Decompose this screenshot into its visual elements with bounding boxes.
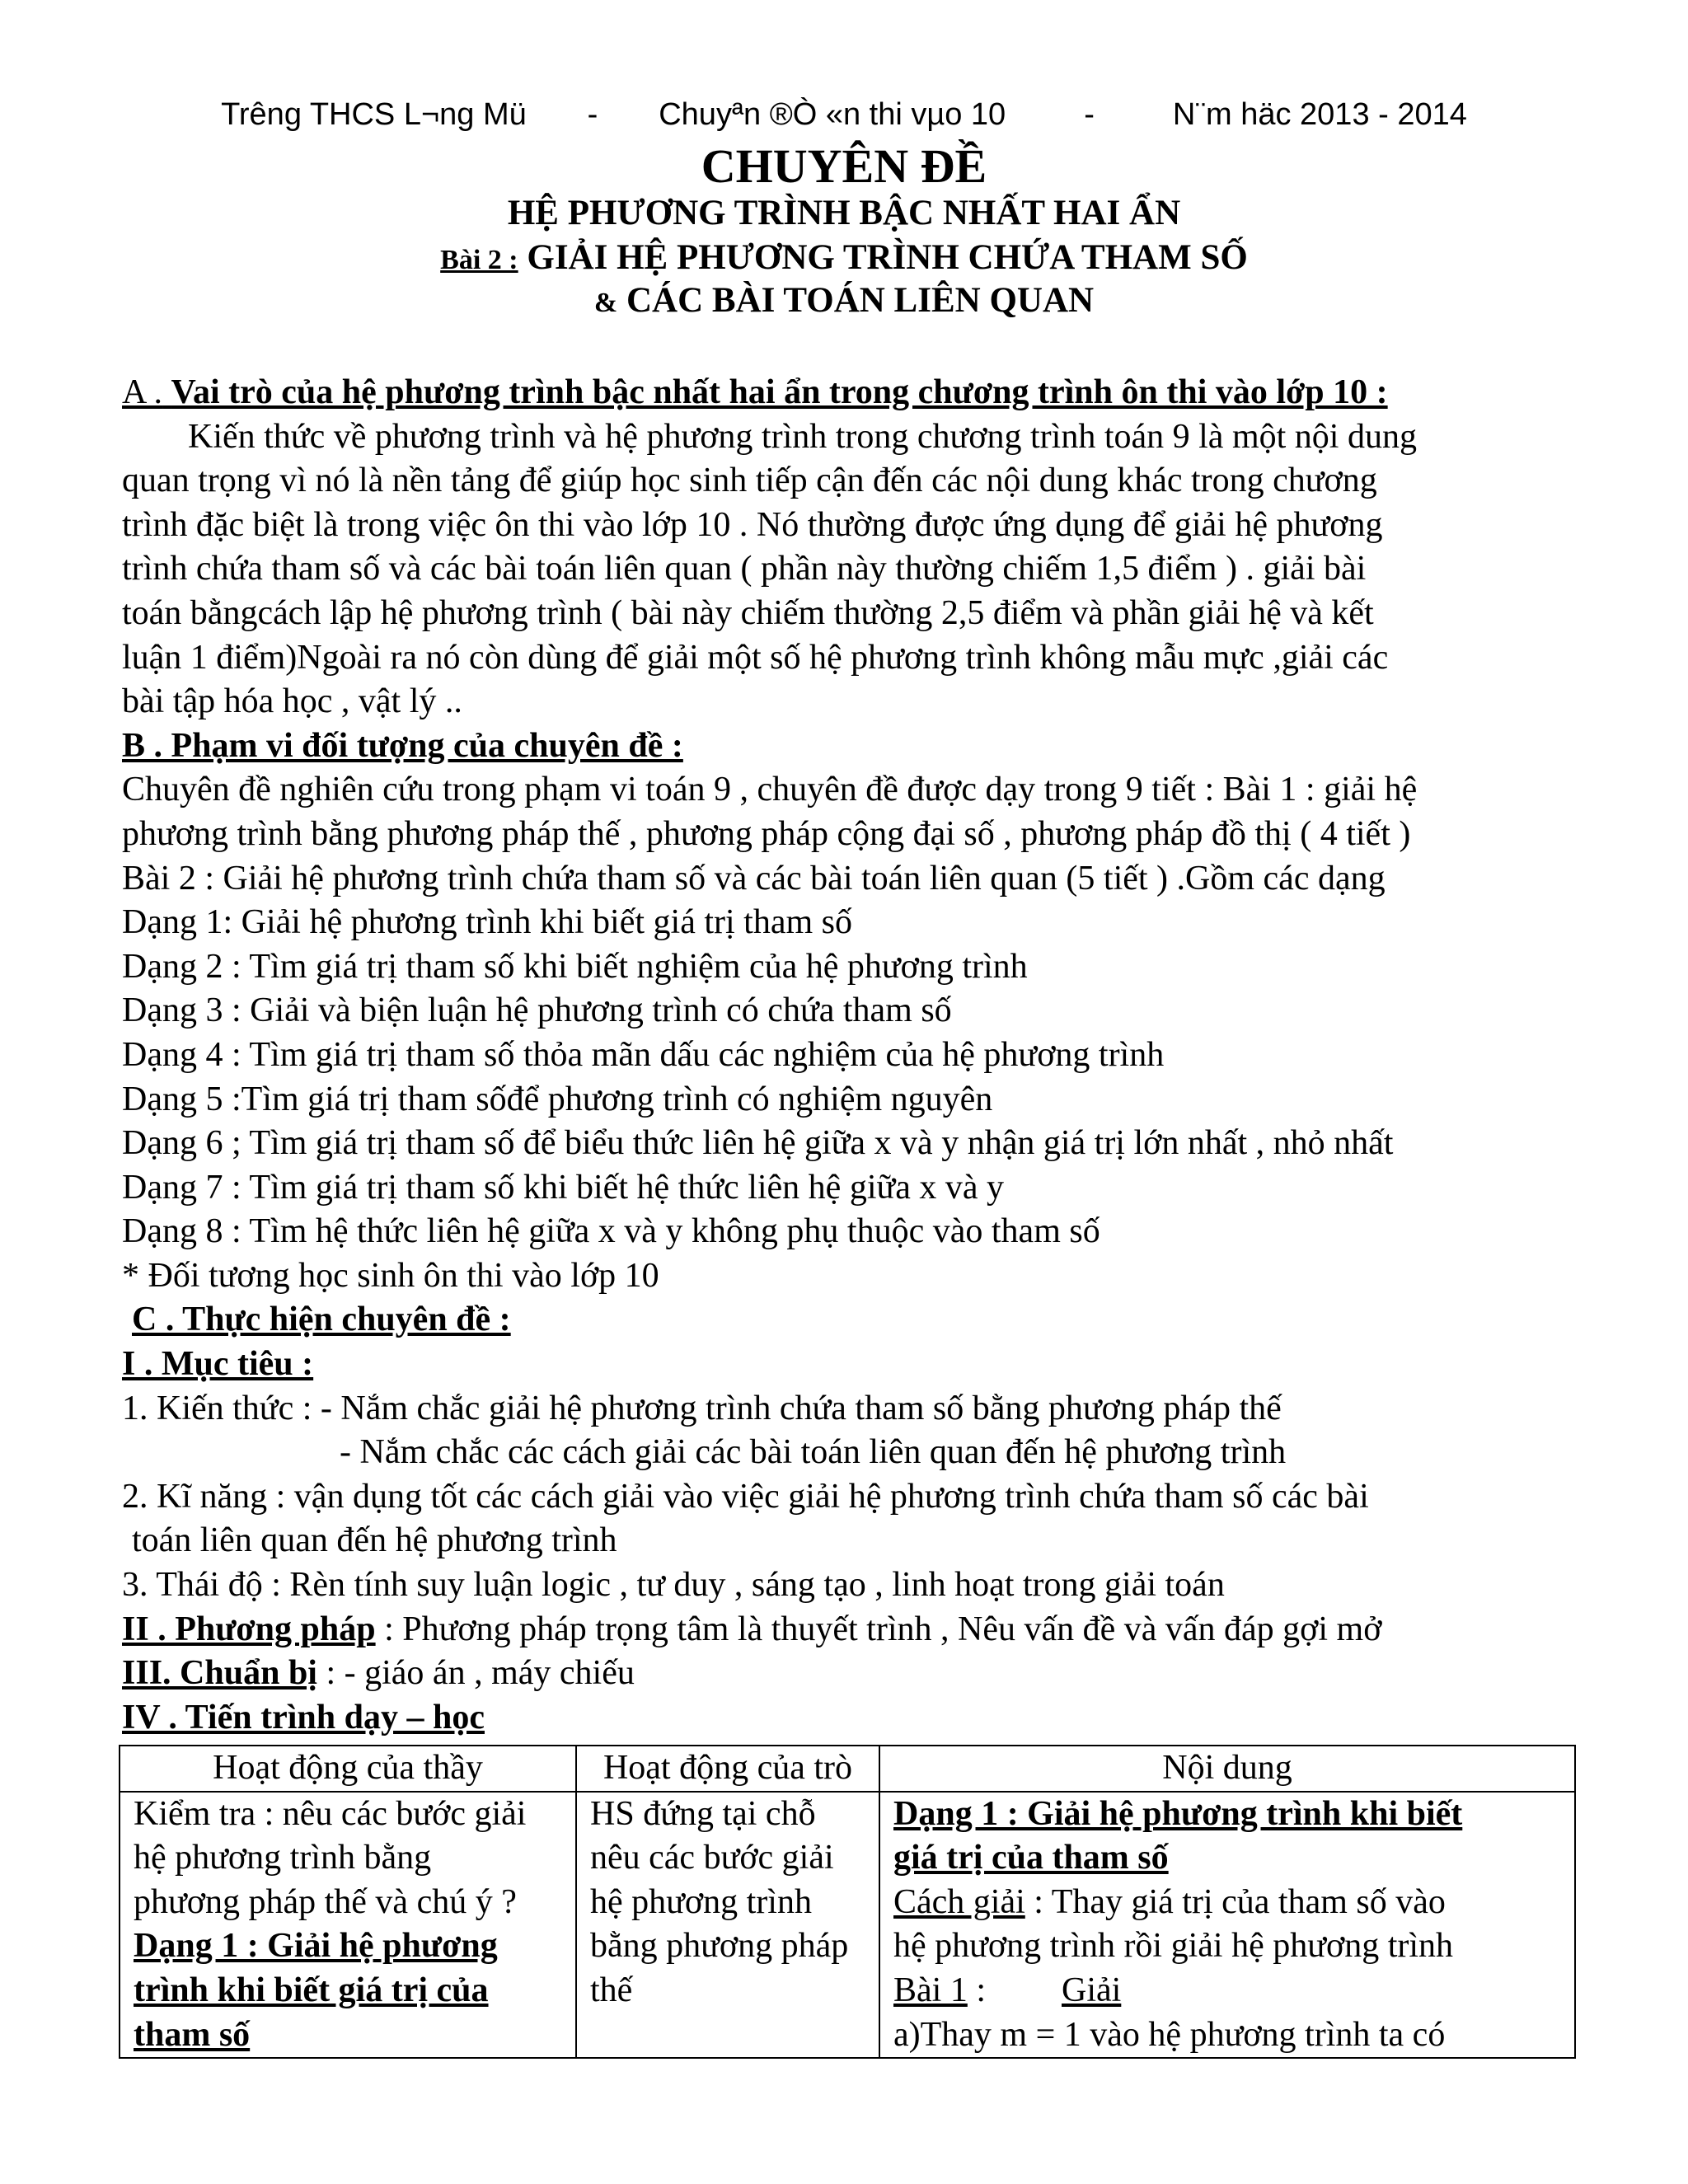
header-separator-1: - bbox=[587, 97, 598, 132]
header-school: Trêng THCS L¬ng Mü bbox=[221, 97, 527, 132]
header-year: N¨m häc 2013 - 2014 bbox=[1172, 97, 1467, 132]
method-label: Cách giải bbox=[893, 1882, 1025, 1921]
section-b-line: Dạng 3 : Giải và biện luận hệ phương trình có chứa tham số bbox=[122, 991, 952, 1030]
objective-line: toán liên quan đến hệ phương trình bbox=[132, 1521, 617, 1560]
section-b-line: Dạng 7 : Tìm giá trị tham số khi biết hệ thức liên hệ giữa x và y bbox=[122, 1168, 1005, 1207]
section-a-title: Vai trò của hệ phương trình bậc nhất hai ẩn trong chương trình ôn thi vào lớp 10 : bbox=[171, 373, 1388, 411]
student-activity-cell bbox=[576, 1792, 879, 2059]
cell-line: hệ phương trình bbox=[590, 1882, 812, 1921]
table-row bbox=[120, 1792, 1575, 2059]
cell-line: phương pháp thế và chú ý ? bbox=[134, 1882, 517, 1921]
cell-line: trình khi biết giá trị của bbox=[134, 1971, 489, 2009]
section-b-heading: B . Phạm vi đối tượng của chuyên đề : bbox=[122, 726, 683, 765]
section-a-line: trình đặc biệt là trong việc ôn thi vào lớp 10 . Nó thường được ứng dụng để giải hệ phương bbox=[122, 505, 1383, 544]
header-separator-2: - bbox=[1084, 97, 1095, 132]
cell-line: thế bbox=[590, 1971, 633, 2009]
lesson-title-text: GIẢI HỆ PHƯƠNG TRÌNH CHỨA THAM SỐ bbox=[527, 238, 1248, 277]
section-b-line: Dạng 4 : Tìm giá trị tham số thỏa mãn dấu các nghiệm của hệ phương trình bbox=[122, 1035, 1165, 1074]
preparation-line bbox=[122, 1652, 1573, 1696]
method-text: : Thay giá trị của tham số vào bbox=[1025, 1882, 1446, 1921]
method-text: : Phương pháp trọng tâm là thuyết trình , Nêu vấn đề và vấn đáp gợi mở bbox=[375, 1610, 1382, 1648]
lesson-table bbox=[119, 1745, 1576, 2059]
section-b-line: Dạng 8 : Tìm hệ thức liên hệ giữa x và y không phụ thuộc vào tham số bbox=[122, 1212, 1100, 1251]
section-a-line: trình chứa tham số và các bài toán liên quan ( phần này thường chiếm 1,5 điểm ) . giải bài bbox=[122, 550, 1367, 588]
preparation-heading: III. Chuẩn bị bbox=[122, 1654, 317, 1693]
section-b-line: Dạng 1: Giải hệ phương trình khi biết giá trị tham số bbox=[122, 903, 852, 942]
section-a-line: quan trọng vì nó là nền tảng để giúp học sinh tiếp cận đến các nội dung khác trong chương bbox=[122, 462, 1377, 500]
cell-line: HS đứng tại chỗ bbox=[590, 1794, 816, 1833]
cell-line: hệ phương trình rồi giải hệ phương trình bbox=[893, 1927, 1454, 1966]
cell-line: hệ phương trình bằng bbox=[134, 1839, 432, 1877]
preparation-text: : - giáo án , máy chiếu bbox=[316, 1654, 635, 1693]
document-body bbox=[122, 371, 1573, 1740]
lesson-subtitle-text: CÁC BÀI TOÁN LIÊN QUAN bbox=[626, 281, 1095, 320]
section-b-line: phương trình bằng phương pháp thế , phương pháp cộng đại số , phương pháp đồ thị ( 4 tiết ) bbox=[122, 814, 1411, 853]
content-cell bbox=[879, 1792, 1575, 2059]
topic-title: HỆ PHƯƠNG TRÌNH BẬC NHẤT HAI ẨN bbox=[507, 194, 1181, 232]
ampersand: & bbox=[593, 288, 618, 318]
method-line bbox=[122, 1608, 1573, 1652]
cell-line: bằng phương pháp bbox=[590, 1927, 849, 1966]
cell-line: Dạng 1 : Giải hệ phương bbox=[134, 1927, 498, 1966]
objective-line: - Nắm chắc các cách giải các bài toán liên quan đến hệ phương trình bbox=[340, 1433, 1287, 1472]
cell-line: a)Thay m = 1 vào hệ phương trình ta có bbox=[893, 2015, 1446, 2054]
section-a-line: toán bằngcách lập hệ phương trình ( bài này chiếm thường 2,5 điểm và phần giải hệ và kết bbox=[122, 593, 1374, 632]
section-b-line: Dạng 2 : Tìm giá trị tham số khi biết nghiệm của hệ phương trình bbox=[122, 947, 1028, 986]
cell-line: Kiểm tra : nêu các bước giải bbox=[134, 1794, 527, 1833]
section-a-line: bài tập hóa học , vật lý .. bbox=[122, 682, 462, 721]
solution-label: Giải bbox=[1062, 1971, 1122, 2009]
section-a-label: A . bbox=[122, 373, 163, 411]
cell-line: tham số bbox=[134, 2015, 251, 2054]
document-title: CHUYÊN ĐỀ bbox=[701, 139, 987, 193]
section-b-line: Chuyên đề nghiên cứu trong phạm vi toán 9 , chuyên đề được dạy trong 9 tiết : Bài 1 : giải hệ bbox=[122, 771, 1418, 809]
table-header-cell: Hoạt động của trò bbox=[576, 1746, 879, 1792]
objective-line: 1. Kiến thức : - Nắm chắc giải hệ phương trình chứa tham số bằng phương pháp thế bbox=[122, 1389, 1282, 1427]
objective-line: 2. Kĩ năng : vận dụng tốt các cách giải vào việc giải hệ phương trình chứa tham số các bài bbox=[122, 1477, 1369, 1516]
objective-line: 3. Thái độ : Rèn tính suy luận logic , tư duy , sáng tạo , linh hoạt trong giải toán bbox=[122, 1566, 1225, 1605]
section-b-line: * Đối tương học sinh ôn thi vào lớp 10 bbox=[122, 1256, 659, 1295]
section-a-heading bbox=[122, 371, 1573, 415]
page-header bbox=[0, 97, 1688, 133]
table-header-row bbox=[120, 1746, 1575, 1792]
process-heading: IV . Tiến trình dạy – học bbox=[122, 1698, 485, 1736]
teacher-activity-cell bbox=[120, 1792, 576, 2059]
table-header-cell: Hoạt động của thầy bbox=[120, 1746, 576, 1792]
method-heading: II . Phương pháp bbox=[122, 1610, 376, 1648]
lesson-title bbox=[0, 237, 1688, 278]
lesson-subtitle bbox=[0, 280, 1688, 321]
exercise-label: Bài 1 bbox=[893, 1971, 968, 2009]
section-c-heading: C . Thực hiện chuyên đề : bbox=[132, 1301, 511, 1339]
header-subject: Chuyªn ®Ò «n thi vµo 10 bbox=[659, 97, 1006, 132]
lesson-label: Bài 2 : bbox=[440, 245, 518, 275]
cell-line bbox=[893, 1881, 1561, 1925]
section-b-line: Dạng 6 ; Tìm giá trị tham số để biểu thức liên hệ giữa x và y nhận giá trị lớn nhất , nhỏ nhất bbox=[122, 1124, 1394, 1163]
cell-line: giá trị của tham số bbox=[893, 1839, 1169, 1877]
section-b-line: Bài 2 : Giải hệ phương trình chứa tham số và các bài toán liên quan (5 tiết ) .Gồm các dạng bbox=[122, 859, 1386, 898]
table-header-cell: Nội dung bbox=[879, 1746, 1575, 1792]
section-a-line: luận 1 điểm)Ngoài ra nó còn dùng để giải một số hệ phương trình không mẫu mực ,giải các bbox=[122, 638, 1389, 677]
cell-line: nêu các bước giải bbox=[590, 1839, 834, 1877]
exercise-colon: : bbox=[967, 1971, 986, 2009]
objectives-heading: I . Mục tiêu : bbox=[122, 1345, 314, 1384]
cell-line: Dạng 1 : Giải hệ phương trình khi biết bbox=[893, 1794, 1463, 1833]
cell-line bbox=[893, 1969, 1561, 2013]
section-a-line: Kiến thức về phương trình và hệ phương trình trong chương trình toán 9 là một nội dung bbox=[188, 417, 1417, 456]
section-b-line: Dạng 5 :Tìm giá trị tham sốđể phương trình có nghiệm nguyên bbox=[122, 1080, 993, 1118]
